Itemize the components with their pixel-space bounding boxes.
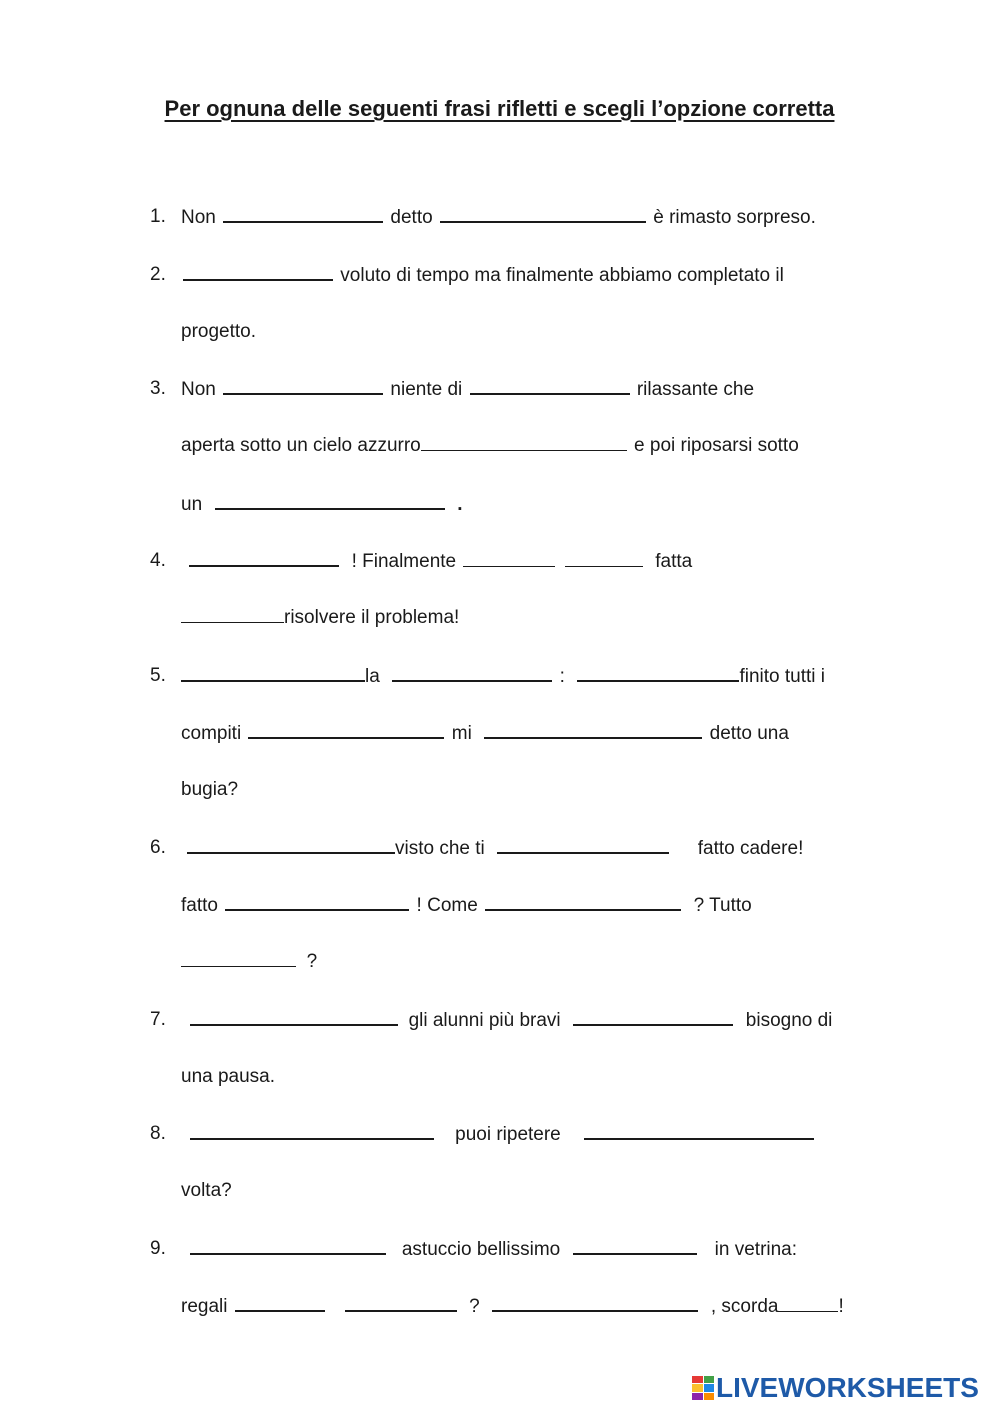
item-6-line-1 — [187, 834, 803, 862]
item-3-line-3 — [181, 490, 463, 518]
text: detto una — [709, 723, 789, 744]
text: una pausa. — [181, 1066, 276, 1087]
blank-input[interactable] — [345, 1292, 457, 1312]
text: astuccio bellissimo — [401, 1239, 561, 1260]
item-number: 6. — [150, 837, 166, 858]
text: è rimasto sorpreso. — [653, 207, 816, 228]
item-4-line-2 — [181, 604, 459, 632]
text: compiti — [181, 723, 242, 744]
item-number: 7. — [150, 1009, 166, 1030]
text: aperta sotto un cielo azzurro — [181, 435, 421, 456]
blank-input[interactable] — [181, 604, 284, 623]
blank-input[interactable] — [497, 834, 669, 854]
blank-input[interactable] — [187, 834, 395, 854]
blank-input[interactable] — [492, 1292, 698, 1312]
blank-input[interactable] — [470, 375, 630, 395]
item-3-line-1 — [181, 375, 754, 403]
logo-text: LIVEWORKSHEETS — [716, 1372, 979, 1403]
text: . — [457, 494, 463, 515]
blank-input[interactable] — [421, 432, 627, 451]
text: ! — [838, 1296, 844, 1317]
text: e poi riposarsi sotto — [634, 435, 799, 456]
item-number: 8. — [150, 1123, 166, 1144]
blank-input[interactable] — [573, 1006, 733, 1026]
text: bisogno di — [745, 1010, 833, 1031]
item-number: 1. — [150, 206, 166, 227]
blank-input[interactable] — [183, 261, 333, 281]
blank-input[interactable] — [484, 719, 702, 739]
text: ! Come — [416, 895, 478, 916]
text: fatto cadere! — [697, 838, 804, 859]
text: niente di — [390, 379, 468, 400]
blank-input[interactable] — [235, 1292, 325, 1312]
item-5-line-1 — [181, 662, 825, 690]
liveworksheets-logo[interactable] — [692, 1373, 979, 1403]
item-3-line-2 — [181, 432, 799, 460]
text: ? Tutto — [693, 895, 752, 916]
blank-input[interactable] — [565, 548, 643, 567]
item-number: 3. — [150, 378, 166, 399]
blank-input[interactable] — [248, 719, 444, 739]
blank-input[interactable] — [181, 948, 296, 967]
item-number: 4. — [150, 550, 166, 571]
text: Non — [181, 379, 222, 400]
item-5-line-3 — [181, 776, 238, 804]
text: puoi ripetere — [455, 1124, 561, 1145]
item-7-line-1 — [190, 1006, 832, 1034]
blank-input[interactable] — [573, 1235, 697, 1255]
blank-input[interactable] — [190, 1006, 398, 1026]
text: in vetrina: — [714, 1239, 798, 1260]
text: Non — [181, 207, 222, 228]
text: voluto di tempo ma finalmente abbiamo completato il — [340, 265, 784, 286]
text: , scorda — [710, 1296, 779, 1317]
text: detto — [390, 207, 438, 228]
text: ! Finalmente — [351, 551, 457, 572]
item-7-line-2 — [181, 1063, 275, 1091]
text: visto che ti — [395, 838, 485, 859]
text: progetto. — [181, 321, 256, 342]
text: rilassante che — [636, 379, 755, 400]
blank-input[interactable] — [190, 1120, 434, 1140]
blank-input[interactable] — [577, 662, 739, 682]
text: fatto — [181, 895, 218, 916]
blank-input[interactable] — [190, 1235, 386, 1255]
item-9-line-1 — [190, 1235, 797, 1263]
blank-input[interactable] — [584, 1120, 814, 1140]
text: ? — [469, 1296, 480, 1317]
item-number: 2. — [150, 264, 166, 285]
blank-input[interactable] — [223, 203, 383, 223]
blank-input[interactable] — [485, 891, 681, 911]
blank-input[interactable] — [215, 490, 445, 510]
blank-input[interactable] — [223, 375, 383, 395]
item-number: 9. — [150, 1238, 166, 1259]
item-8-line-1 — [190, 1120, 816, 1148]
blank-input[interactable] — [181, 662, 365, 682]
text: un — [181, 494, 203, 515]
blank-input[interactable] — [392, 662, 552, 682]
text: volta? — [181, 1180, 232, 1201]
blank-input[interactable] — [778, 1293, 838, 1312]
blank-input[interactable] — [463, 548, 555, 567]
text: fatta — [655, 551, 693, 572]
item-6-line-3 — [181, 948, 317, 976]
text: regali — [181, 1296, 228, 1317]
blank-input[interactable] — [225, 891, 409, 911]
item-8-line-2 — [181, 1177, 232, 1205]
item-4-line-1 — [187, 547, 692, 575]
text: finito tutti i — [739, 666, 826, 687]
text: gli alunni più bravi — [408, 1010, 561, 1031]
text: : — [559, 666, 565, 687]
item-9-line-2 — [181, 1292, 844, 1320]
liveworksheets-logo-icon — [692, 1376, 714, 1400]
item-1-line-1 — [181, 203, 816, 231]
text: bugia? — [181, 779, 239, 800]
page-title: Per ognuna delle seguenti frasi rifletti e scegli l’opzione corretta — [164, 96, 835, 121]
item-6-line-2 — [181, 891, 752, 919]
item-5-line-2 — [181, 719, 789, 747]
text: risolvere il problema! — [284, 607, 460, 628]
text: mi — [451, 723, 472, 744]
item-number: 5. — [150, 665, 166, 686]
blank-input[interactable] — [440, 203, 646, 223]
text: ? — [306, 951, 318, 972]
blank-input[interactable] — [189, 547, 339, 567]
item-2-line-2 — [181, 318, 256, 346]
item-2-line-1 — [181, 261, 784, 289]
text: la — [365, 666, 380, 687]
